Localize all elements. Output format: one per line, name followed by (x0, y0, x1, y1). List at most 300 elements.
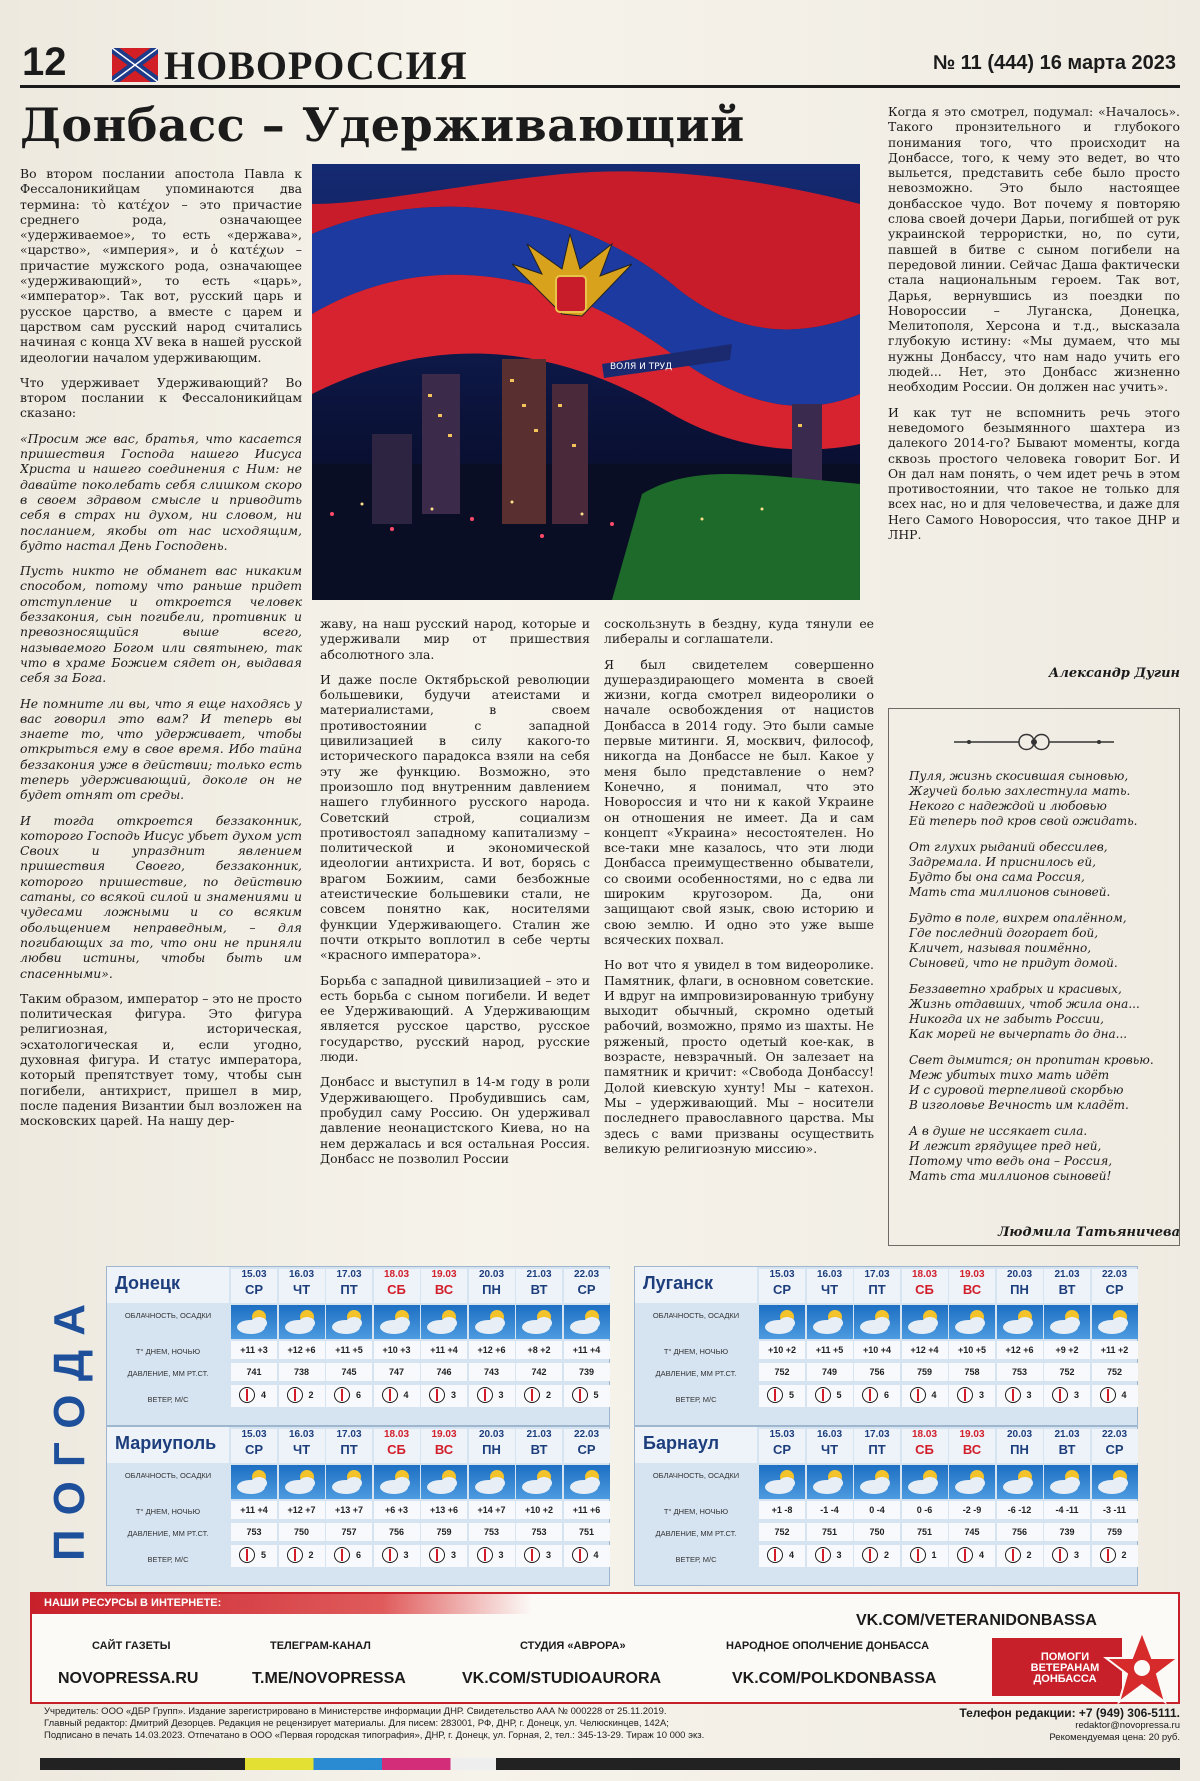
article-paragraph: Но вот что я увидел в том видеоролике. Памятник, флаги, в основном советские. И вдруг на импровизированную трибуну выходит обычный, скромно одетый рабочий, возможно, прямо из шахты. Не ряженый, просто одетый кое-как, в возрасте, невзрачный. Он залезает на памятник и кричит: «Свобода Донбассу! Долой киевскую хунту! Мы – катехон. Мы – удерживающий. Мы – носители последнего православного царства. Мы здесь с вами призваны осуществить великую религиозную миссию». (604, 957, 874, 1156)
forecast-date: 17.03 (864, 1429, 890, 1440)
forecast-day-header (949, 1269, 995, 1303)
editorial-phone: Телефон редакции: +7 (949) 306-5111. (959, 1706, 1180, 1720)
wind-speed: 5 (261, 1550, 267, 1560)
telegram-link[interactable]: T.ME/NOVOPRESSA (252, 1670, 406, 1687)
pressure-row-label: ДАВЛЕНИЕ, ММ РТ.СТ. (655, 1369, 737, 1378)
wind-indicator (326, 1385, 372, 1407)
poem-line: Свет дымится; он пропитан кровью. (909, 1053, 1154, 1067)
forecast-date: 19.03 (431, 1429, 457, 1440)
forecast-date: 16.03 (816, 1269, 843, 1280)
day-night-temperature: +11 +5 (807, 1341, 853, 1359)
poem-stanza (909, 1124, 1169, 1184)
wind-direction-icon (862, 1547, 878, 1563)
cloud-icon (374, 1465, 420, 1499)
wind-direction-icon (910, 1547, 926, 1563)
forecast-date: 17.03 (864, 1269, 890, 1280)
militia-link[interactable]: VK.COM/POLKDONBASSA (732, 1670, 937, 1687)
novorossiya-flag-icon (112, 48, 158, 82)
forecast-weekday: ПТ (868, 1282, 886, 1297)
forecast-day-header (902, 1429, 948, 1463)
wind-direction-icon (524, 1387, 540, 1403)
wind-direction-icon (910, 1387, 926, 1403)
wind-speed: 4 (1121, 1390, 1127, 1400)
studio-label: СТУДИЯ «АВРОРА» (520, 1640, 626, 1652)
wind-direction-icon (767, 1387, 783, 1403)
pressure-value: 759 (421, 1523, 467, 1541)
imprint-line: Учредитель: ООО «ДБР Групп». Издание зарегистрировано в Министерстве информации ДНР. Свидетельство ААА № 000228 от 25.11.2019. (44, 1706, 667, 1717)
pressure-value: 756 (374, 1523, 420, 1541)
day-night-temperature: +11 +4 (421, 1341, 467, 1359)
wind-indicator (421, 1385, 467, 1407)
wind-indicator (949, 1545, 995, 1567)
article-paragraph: Во втором послании апостола Павла к Фессалоникийцам упоминаются два термина: τὸ κατέχον – это причастие среднего рода, означающее «удерживаемое», то есть «держава», «царство», «империя», и ὁ κατέχων – причастие мужского рода, означающее «удерживающий», то есть «царь», «император». Так вот, русский царь и русское царство, а вместе с царем и царством сам русский народ считались начиная с конца XV века в нашей русской идеологии началом удерживающим. (20, 166, 302, 365)
poem-line: А в душе не иссякает сила. (909, 1124, 1088, 1138)
poem-line: Задремала. И приснилось ей, (909, 855, 1096, 869)
pressure-value: 756 (854, 1363, 900, 1381)
wind-direction-icon (572, 1547, 588, 1563)
pressure-value: 752 (759, 1363, 805, 1381)
forecast-weekday: ЧТ (292, 1442, 311, 1457)
wind-indicator (421, 1545, 467, 1567)
poem-line: Потому что ведь она – Россия, (909, 1154, 1113, 1168)
resources-header: НАШИ РЕСУРСЫ В ИНТЕРНЕТЕ: (32, 1594, 532, 1614)
forecast-date: 15.03 (241, 1429, 267, 1440)
forecast-date: 16.03 (288, 1429, 315, 1440)
poem-line: Кличет, называя поимённо, (909, 941, 1092, 955)
wind-indicator (469, 1545, 515, 1567)
forecast-day-header (807, 1429, 853, 1463)
day-night-temperature: +10 +2 (516, 1501, 562, 1519)
forecast-weekday: ВС (962, 1442, 982, 1457)
day-night-temperature: -3 -11 (1092, 1501, 1138, 1519)
article-paragraph: Что удерживает Удерживающий? Во втором послании к Фессалоникийцам сказано: (20, 374, 302, 421)
day-night-temperature: +13 +6 (421, 1501, 467, 1519)
poem-text (909, 769, 1169, 1195)
forecast-date: 16.03 (816, 1429, 843, 1440)
article-column-2 (320, 616, 590, 1246)
wind-row-label: ВЕТЕР, М/С (675, 1555, 717, 1564)
masthead (20, 40, 1180, 88)
contacts (959, 1706, 1180, 1744)
wind-speed: 4 (403, 1390, 409, 1400)
wind-indicator (1092, 1385, 1138, 1407)
wind-direction-icon (287, 1547, 303, 1563)
forecast-weekday: СБ (387, 1442, 406, 1457)
forecast-weekday: СБ (915, 1442, 934, 1457)
sky-row-label: ОБЛАЧНОСТЬ, ОСАДКИ (124, 1311, 212, 1320)
forecast-date: 18.03 (383, 1429, 410, 1440)
forecast-weekday: ЧТ (820, 1282, 839, 1297)
article-column-4 (888, 104, 1180, 654)
forecast-weekday: ВТ (1058, 1442, 1076, 1457)
pressure-row-label: ДАВЛЕНИЕ, ММ РТ.СТ. (655, 1529, 737, 1538)
pressure-value: 738 (279, 1363, 325, 1381)
wind-indicator (374, 1385, 420, 1407)
forecast-date: 20.03 (478, 1269, 505, 1280)
pressure-value: 759 (902, 1363, 948, 1381)
cloud-icon (997, 1465, 1043, 1499)
cloud-icon (279, 1465, 325, 1499)
pressure-value: 753 (997, 1363, 1043, 1381)
forecast-date: 21.03 (526, 1269, 552, 1280)
cloud-icon (374, 1305, 420, 1339)
day-night-temperature: +11 +5 (326, 1341, 372, 1359)
poem-line: Сыновей, что не придут домой. (909, 956, 1118, 970)
wind-indicator (231, 1545, 277, 1567)
weather-table (106, 1426, 610, 1586)
wind-direction-icon (957, 1547, 973, 1563)
wind-speed: 3 (403, 1550, 409, 1560)
forecast-day-header (516, 1269, 562, 1303)
forecast-date: 22.03 (1101, 1429, 1128, 1440)
wind-speed: 5 (836, 1390, 842, 1400)
poem-line: Никогда их не забыть России, (909, 1012, 1104, 1026)
pressure-value: 758 (949, 1363, 995, 1381)
pressure-value: 756 (997, 1523, 1043, 1541)
forecast-day-header (564, 1429, 610, 1463)
forecast-day-header (854, 1269, 900, 1303)
wind-speed: 4 (931, 1390, 937, 1400)
wind-indicator (759, 1545, 805, 1567)
wind-row-label: ВЕТЕР, М/С (675, 1395, 717, 1404)
forecast-weekday: ПТ (340, 1442, 358, 1457)
pressure-value: 747 (374, 1363, 420, 1381)
forecast-date: 21.03 (1054, 1269, 1080, 1280)
wind-direction-icon (1052, 1547, 1068, 1563)
wind-direction-icon (815, 1547, 831, 1563)
cloud-icon (1092, 1465, 1138, 1499)
wind-indicator (516, 1545, 562, 1567)
wind-speed: 6 (356, 1390, 362, 1400)
article-paragraph: И даже после Октябрьской революции большевики, будучи атеистами и материалистами, в своем противостоянии с западной цивилизацией в силу какого-то исторического парадокса взяли на себя эту же функцию. Возможно, это произошло под внутренним давлением нашего глубинного русского народа. Советский строй, социализм противостоял западному капитализму – политической и экономической идеологии антихриста. И вот, борясь с врагом Божиим, сами безбожные атеистические большевики стали, не совсем понятно как, носителями функции Удерживающего. Сталин же почти открыто воплотил в себе черты «красного императора». (320, 671, 590, 963)
pressure-value: 745 (326, 1363, 372, 1381)
cloud-icon (326, 1465, 372, 1499)
imprint-line: Подписано в печать 14.03.2023. Отпечатано в ООО «Первая городская типография», ДНР, г. Донецк, ул. Горная, 2, тел.: 345-13-29. Тираж 10 000 экз. (44, 1730, 705, 1741)
wind-direction-icon (1100, 1387, 1116, 1403)
forecast-weekday: СР (772, 1282, 792, 1297)
pressure-value: 750 (279, 1523, 325, 1541)
wind-speed: 3 (498, 1390, 504, 1400)
article-paragraph: И тогда откроется беззаконник, которого Господь Иисус убьет духом уст Своих и упразднит явлением пришествия Своего, беззаконник, которого пришествие, по действию сатаны, со всякой силой и знамениями и чудесами ложными и со всяким обольщением неправедным, – для погибающих за то, что они не приняли любви истины, чтобы быть им спасенными». (20, 812, 302, 981)
cloud-icon (854, 1465, 900, 1499)
forecast-weekday: СБ (387, 1282, 406, 1297)
cloud-icon (516, 1465, 562, 1499)
poem-stanza (909, 1053, 1169, 1113)
wind-direction-icon (382, 1547, 398, 1563)
day-night-temperature: +10 +5 (949, 1341, 995, 1359)
wind-speed: 3 (1074, 1550, 1080, 1560)
wind-speed: 2 (308, 1390, 314, 1400)
vk-veterans-link[interactable]: VK.COM/VETERANIDONBASSA (856, 1612, 1097, 1629)
wind-speed: 5 (593, 1390, 599, 1400)
wind-speed: 4 (593, 1550, 599, 1560)
wind-indicator (564, 1385, 610, 1407)
wind-speed: 2 (308, 1550, 314, 1560)
page-number: 12 (22, 40, 67, 84)
poem-line: Беззаветно храбрых и красивых, (909, 982, 1122, 996)
poem-line: Жгучей болью захлестнула мать. (909, 784, 1131, 798)
wind-direction-icon (524, 1547, 540, 1563)
wind-speed: 3 (979, 1390, 985, 1400)
pressure-value: 746 (421, 1363, 467, 1381)
pressure-value: 753 (231, 1523, 277, 1541)
wind-direction-icon (477, 1547, 493, 1563)
weather-table (634, 1266, 1138, 1426)
recommended-price: Рекомендуемая цена: 20 руб. (1049, 1732, 1180, 1743)
banner-text: ВОЛЯ И ТРУД (610, 362, 673, 372)
day-night-temperature: +9 +2 (1044, 1341, 1090, 1359)
day-night-temperature: +14 +7 (469, 1501, 515, 1519)
pressure-value: 750 (854, 1523, 900, 1541)
article-paragraph: Я был свидетелем совершенно душераздирающего момента в своей жизни, когда смотрел видеоролики о начале освобождения от нацистов Донбасса в 2014 году. Это были самые первые митинги. Я, москвич, философ, никогда на Донбассе не был. Какое у меня было представление о нем? Конечно, я понимал, что это Новороссия и что ни к какой Украине он отношения не имеет. Да и сам концепт «Украина» несостоятелен. Но все-таки мне казалось, что эти люди Донбасса преимущественно обыватели, со своими особенностями, но с едва ли широким кругозором. Да, они защищают свой язык, свою историю и свою землю. И одно это уже выше всяческих похвал. (604, 656, 874, 947)
forecast-weekday: СР (577, 1282, 596, 1297)
cloud-icon (902, 1465, 948, 1499)
wind-indicator (279, 1385, 325, 1407)
militia-label: НАРОДНОЕ ОПОЛЧЕНИЕ ДОНБАССА (726, 1640, 930, 1652)
forecast-day-header (516, 1429, 562, 1463)
wind-row-label: ВЕТЕР, М/С (147, 1395, 189, 1404)
wind-speed: 3 (451, 1390, 457, 1400)
cloud-icon (759, 1465, 805, 1499)
forecast-date: 19.03 (431, 1269, 457, 1280)
wind-speed: 5 (789, 1390, 795, 1400)
forecast-day-header (1044, 1429, 1090, 1463)
poem-line: Как морей не вычерпать до дна... (909, 1027, 1128, 1041)
pressure-value: 751 (807, 1523, 853, 1541)
forecast-weekday: ВТ (530, 1442, 548, 1457)
cloud-icon (279, 1305, 325, 1339)
weather-table (634, 1426, 1138, 1586)
studio-link[interactable]: VK.COM/STUDIOAURORA (462, 1670, 662, 1687)
day-night-temperature: +12 +7 (279, 1501, 325, 1519)
poem-stanza (909, 982, 1169, 1042)
cloud-icon (326, 1305, 372, 1339)
wind-indicator (374, 1545, 420, 1567)
forecast-day-header (1092, 1269, 1138, 1303)
article-photo (312, 164, 860, 600)
forecast-weekday: ПТ (868, 1442, 886, 1457)
cloud-icon (854, 1305, 900, 1339)
article-paragraph: Пусть никто не обманет вас никаким способом, потому что раньше придет отступление и откроется человек беззакония, сын погибели, противник и превозносящийся выше всего, называемого Богом или святынею, так что в храме Божием сядет он, выдавая себя за Бога. (20, 563, 302, 686)
forecast-weekday: ЧТ (292, 1282, 311, 1297)
wind-indicator (516, 1385, 562, 1407)
wind-indicator (1092, 1545, 1138, 1567)
forecast-day-header (759, 1269, 805, 1303)
telegram-label: ТЕЛЕГРАМ-КАНАЛ (270, 1640, 371, 1652)
poem-line: И лежит грядущее пред ней, (909, 1139, 1102, 1153)
wind-speed: 2 (884, 1550, 890, 1560)
forecast-date: 17.03 (336, 1429, 362, 1440)
wind-direction-icon (1052, 1387, 1068, 1403)
forecast-day-header (469, 1429, 515, 1463)
wind-direction-icon (429, 1387, 445, 1403)
day-night-temperature: +11 +4 (564, 1341, 610, 1359)
cloud-icon (564, 1305, 610, 1339)
wind-indicator (807, 1545, 853, 1567)
forecast-weekday: ПН (1010, 1442, 1029, 1457)
day-night-temperature: -6 -12 (997, 1501, 1043, 1519)
forecast-day-header (902, 1269, 948, 1303)
cloud-icon (231, 1305, 277, 1339)
pressure-row-label: ДАВЛЕНИЕ, ММ РТ.СТ. (127, 1369, 209, 1378)
forecast-weekday: ВС (434, 1442, 454, 1457)
wind-speed: 3 (498, 1550, 504, 1560)
wind-indicator (949, 1385, 995, 1407)
pressure-value: 753 (516, 1523, 562, 1541)
editorial-email[interactable]: redaktor@novopressa.ru (1075, 1720, 1180, 1731)
cloud-icon (949, 1465, 995, 1499)
badge-text: ПОМОГИ ВЕТЕРАНАМ ДОНБАССА (1030, 1651, 1100, 1685)
day-night-temperature: +10 +4 (854, 1341, 900, 1359)
veterans-badge[interactable] (992, 1630, 1178, 1704)
forecast-date: 18.03 (911, 1269, 938, 1280)
article-paragraph: Таким образом, император – это не просто политическая фигура. Это фигура религиозная, историческая, эсхатологическая и, если угодно, духовная фигура. И статус императора, который препятствует тому, чтобы сын погибели, антихрист, пришел в мир, после падения Византии был возложен на московских царей. На нашу дер- (20, 990, 302, 1129)
wind-indicator (1044, 1385, 1090, 1407)
day-night-temperature: -2 -9 (949, 1501, 995, 1519)
forecast-weekday: ВС (434, 1282, 454, 1297)
cloud-icon (469, 1305, 515, 1339)
pressure-value: 752 (1092, 1363, 1138, 1381)
article-paragraph: соскользнуть в бездну, куда тянули ее либералы и соглашатели. (604, 616, 874, 647)
temp-row-label: T° ДНЕМ, НОЧЬЮ (135, 1347, 201, 1356)
temp-row-label: T° ДНЕМ, НОЧЬЮ (663, 1347, 729, 1356)
wind-speed: 3 (451, 1550, 457, 1560)
wind-direction-icon (862, 1387, 878, 1403)
day-night-temperature: 0 -4 (854, 1501, 900, 1519)
wind-direction-icon (429, 1547, 445, 1563)
forecast-day-header (279, 1429, 325, 1463)
sky-row-label: ОБЛАЧНОСТЬ, ОСАДКИ (124, 1471, 212, 1480)
day-night-temperature: +11 +6 (564, 1501, 610, 1519)
poem-line: Будто в поле, вихрем опалённом, (909, 911, 1127, 925)
wind-direction-icon (1005, 1387, 1021, 1403)
day-night-temperature: +1 -8 (759, 1501, 805, 1519)
poem-line: Будто бы она сама Россия, (909, 870, 1085, 884)
pressure-value: 759 (1092, 1523, 1138, 1541)
day-night-temperature: +11 +4 (231, 1501, 277, 1519)
wind-indicator (854, 1385, 900, 1407)
weather-city-name: Мариуполь (107, 1427, 229, 1463)
pressure-value: 751 (564, 1523, 610, 1541)
forecast-date: 15.03 (241, 1269, 267, 1280)
poem-line: Меж убитых тихо мать идёт (909, 1068, 1110, 1082)
forecast-weekday: СР (244, 1442, 264, 1457)
cloud-icon (807, 1305, 853, 1339)
cloud-icon (1044, 1305, 1090, 1339)
wind-direction-icon (815, 1387, 831, 1403)
forecast-date: 16.03 (288, 1269, 315, 1280)
forecast-weekday: СР (244, 1282, 264, 1297)
article-paragraph: Когда я это смотрел, подумал: «Началось». Такого пронзительного и глубокого понимания того, что происходит на Донбассе, того, к чему это ведет, во что выльется, представить себе было просто невозможно. Это было настоящее донбасское чудо. Вот почему я повторяю слова своей дочери Дарьи, погибшей от рук украинской террористки, но, по сути, павшей в битве с сыном погибели на передовой линии. Сейчас Даша фактически стала национальным героем. Так вот, Дарья, вернувшись из поездки по Новороссии – Луганска, Донецка, Мелитополя, Херсона и т.д., высказала глубокую истину: «Мы думаем, что мы нужны Донбассу, что нам надо учить его людей... Нет, это Донбасс жизненно необходим России. Он должен нас учить». (888, 104, 1180, 395)
article-paragraph: Борьба с западной цивилизацией – это и есть борьба с сыном погибели. И ведет ее Удерживающий. А Удерживающим является русское царство, русское государство, русский народ, русские люди. (320, 972, 590, 1065)
wind-direction-icon (957, 1387, 973, 1403)
forecast-day-header (374, 1269, 420, 1303)
wind-indicator (854, 1545, 900, 1567)
cloud-icon (1044, 1465, 1090, 1499)
wind-speed: 4 (789, 1550, 795, 1560)
sky-row-label: ОБЛАЧНОСТЬ, ОСАДКИ (652, 1471, 740, 1480)
forecast-weekday: СР (577, 1442, 596, 1457)
wind-speed: 3 (546, 1550, 552, 1560)
site-link[interactable]: NOVOPRESSA.RU (58, 1670, 199, 1687)
internet-resources (30, 1592, 1180, 1704)
pressure-value: 752 (759, 1523, 805, 1541)
poem-stanza (909, 840, 1169, 900)
newspaper-name: НОВОРОССИЯ (164, 43, 468, 88)
print-color-bar (40, 1758, 1180, 1770)
wind-indicator (902, 1385, 948, 1407)
wind-direction-icon (572, 1387, 588, 1403)
forecast-day-header (854, 1429, 900, 1463)
forecast-weekday: ПТ (340, 1282, 358, 1297)
forecast-date: 19.03 (959, 1269, 985, 1280)
wind-speed: 4 (261, 1390, 267, 1400)
forecast-weekday: ВТ (530, 1282, 548, 1297)
wind-direction-icon (334, 1387, 350, 1403)
forecast-day-header (997, 1269, 1043, 1303)
pressure-value: 745 (949, 1523, 995, 1541)
forecast-date: 15.03 (769, 1429, 795, 1440)
article-paragraph: Донбасс и выступил в 14-м году в роли Удерживающего. Пробудившись сам, пробудил саму Россию. Он удерживал давление неонацистского Киева, но на нем держалась и вся остальная Россия. Донбасс не позволил России (320, 1074, 590, 1166)
wind-speed: 3 (1074, 1390, 1080, 1400)
wind-direction-icon (382, 1387, 398, 1403)
forecast-weekday: ПН (482, 1282, 501, 1297)
cloud-icon (516, 1305, 562, 1339)
weather-city-name: Барнаул (635, 1427, 757, 1463)
poem-line: Мать ста миллионов сыновей. (909, 885, 1111, 899)
forecast-day-header (997, 1429, 1043, 1463)
forecast-date: 22.03 (573, 1429, 600, 1440)
article-paragraph: жаву, на наш русский народ, которые и удерживали мир от пришествия абсолютного зла. (320, 616, 590, 662)
wind-speed: 4 (979, 1550, 985, 1560)
wind-indicator (326, 1545, 372, 1567)
wind-speed: 6 (356, 1550, 362, 1560)
wind-speed: 2 (1121, 1550, 1127, 1560)
cloud-icon (231, 1465, 277, 1499)
article-headline: Донбасс – Удерживающий (20, 98, 745, 152)
weather-side-title: ПОГОДА (45, 1290, 94, 1562)
forecast-date: 20.03 (478, 1429, 505, 1440)
cloud-icon (759, 1305, 805, 1339)
poem-line: В изголовье Вечность им кладёт. (909, 1098, 1129, 1112)
wind-direction-icon (334, 1547, 350, 1563)
forecast-day-header (231, 1269, 277, 1303)
poem-line: И с суровой терпеливой скорбью (909, 1083, 1124, 1097)
forecast-date: 20.03 (1006, 1429, 1033, 1440)
day-night-temperature: +12 +6 (469, 1341, 515, 1359)
wind-direction-icon (287, 1387, 303, 1403)
issue-date: № 11 (444) 16 марта 2023 (932, 52, 1176, 74)
wind-indicator (469, 1385, 515, 1407)
wind-speed: 3 (1026, 1390, 1032, 1400)
wind-speed: 2 (546, 1390, 552, 1400)
cloud-icon (421, 1465, 467, 1499)
wind-speed: 2 (1026, 1550, 1032, 1560)
ornament-divider-icon (949, 727, 1119, 757)
cloud-icon (949, 1305, 995, 1339)
pressure-value: 739 (564, 1363, 610, 1381)
weather-city-name: Луганск (635, 1267, 757, 1303)
forecast-weekday: ВТ (1058, 1282, 1076, 1297)
forecast-day-header (469, 1269, 515, 1303)
wind-indicator (564, 1545, 610, 1567)
day-night-temperature: +10 +3 (374, 1341, 420, 1359)
site-label: САЙТ ГАЗЕТЫ (92, 1640, 171, 1652)
day-night-temperature: +12 +6 (997, 1341, 1043, 1359)
poem-line: Где последний догорает бой, (909, 926, 1099, 940)
cloud-icon (469, 1465, 515, 1499)
wind-indicator (231, 1385, 277, 1407)
